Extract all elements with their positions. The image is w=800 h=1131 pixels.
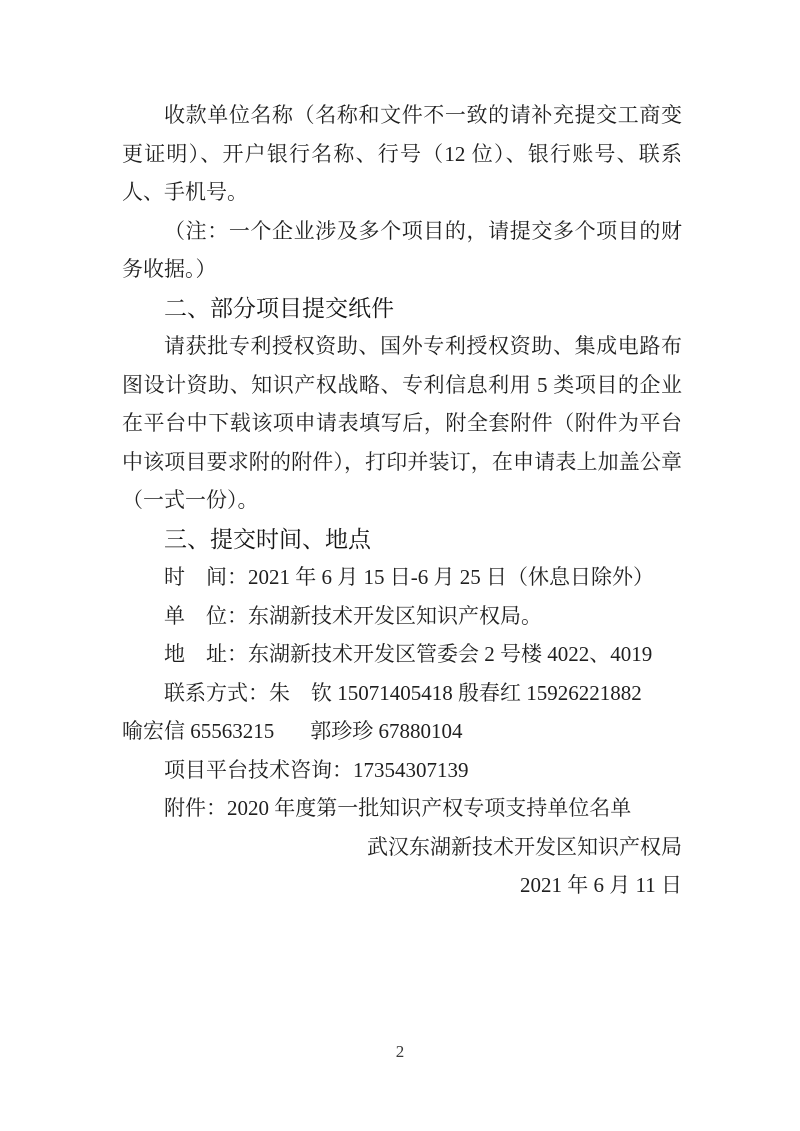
attachment-line <box>122 789 682 828</box>
document-content <box>122 96 682 905</box>
contact-phone-1: 15071405418 <box>337 680 453 705</box>
section-three-heading: 三、提交时间、地点 <box>164 525 371 552</box>
contact-name-4: 郭珍珍 <box>310 719 374 743</box>
time-line <box>122 558 682 597</box>
tech-support-label: 项目平台技术咨询： <box>164 757 353 782</box>
contact-name-3: 喻宏信 <box>122 719 185 743</box>
address-label: 地 址： <box>164 642 248 666</box>
contact-line-1 <box>122 674 682 713</box>
page-number: 2 <box>395 1042 405 1061</box>
address-line <box>122 635 682 674</box>
contact-name-1: 朱 钦 <box>269 680 332 705</box>
unit-line <box>122 597 682 636</box>
contact-name-2: 殷春红 <box>458 680 521 705</box>
attachment-label: 附件： <box>164 796 227 820</box>
contact-phone-2: 15926221882 <box>526 680 642 705</box>
contact-phone-3: 65563215 <box>190 719 275 743</box>
contact-phone-4: 67880104 <box>378 719 463 743</box>
issue-date-line: 2021 年 6 月 11 日 <box>520 873 682 897</box>
contact-line-2 <box>122 712 682 751</box>
tech-support-phone: 17354307139 <box>353 757 469 782</box>
issuer-line: 武汉东湖新技术开发区知识产权局 <box>367 834 682 859</box>
unit-value: 东湖新技术开发区知识产权局。 <box>248 603 542 628</box>
address-value: 东湖新技术开发区管委会 2 号楼 4022、4019 <box>248 642 653 666</box>
paragraph-payment-info: 收款单位名称（名称和文件不一致的请补充提交工商变更证明）、开户银行名称、行号（12 位）、银行账号、联系人、手机号。 <box>122 103 682 204</box>
unit-label: 单 位： <box>164 603 248 628</box>
paragraph-note: （注：一个企业涉及多个项目的，请提交多个项目的财务收据。） <box>122 218 682 281</box>
time-label: 时 间： <box>164 565 248 589</box>
tech-support-line <box>122 751 682 790</box>
attachment-title: 2020 年度第一批知识产权专项支持单位名单 <box>227 796 632 820</box>
time-value: 2021 年 6 月 15 日-6 月 25 日（休息日除外） <box>248 565 654 589</box>
section-two-heading: 二、部分项目提交纸件 <box>164 294 394 321</box>
section-two-paragraph: 请获批专利授权资助、国外专利授权资助、集成电路布图设计资助、知识产权战略、专利信息利用 5 类项目的企业在平台中下载该项申请表填写后，附全套附件（附件为平台中该项目要求附的附件），打印并装订，在申请表上加盖公章（一式一份）。 <box>122 334 682 512</box>
contact-label: 联系方式： <box>164 680 269 705</box>
